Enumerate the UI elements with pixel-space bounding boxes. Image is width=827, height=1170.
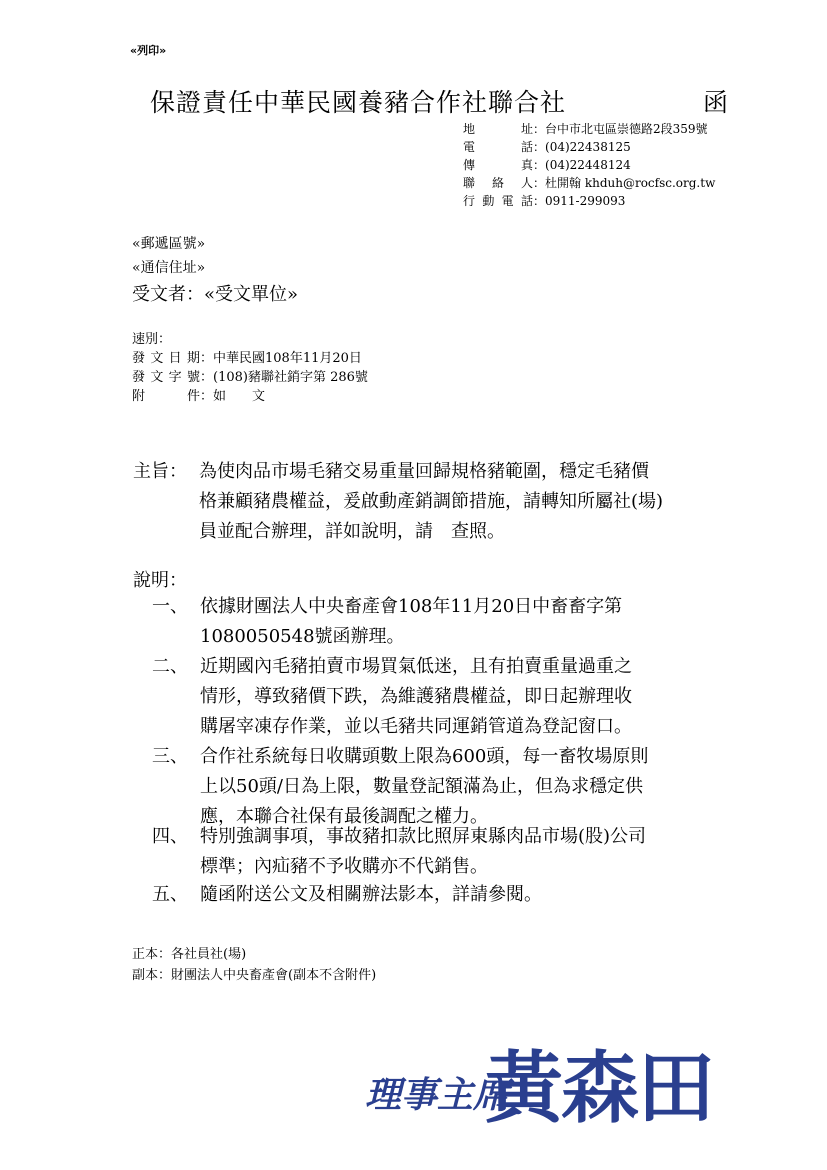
meta-label-char: 別: [145, 332, 159, 347]
contact-colon: ：: [533, 122, 546, 136]
contact-label: [463, 120, 533, 138]
document-type: 函: [703, 88, 729, 117]
meta-value: (108)豬聯社銷字第 286號: [213, 370, 368, 385]
contact-colon: ：: [533, 194, 546, 208]
contact-label-char: 絡: [491, 176, 504, 190]
contact-value: (04)22438125: [545, 140, 631, 154]
recipient-block: [132, 232, 298, 310]
original-recipients: 正本：各社員社(場): [132, 947, 247, 962]
subject-line: 為使肉品市場毛豬交易重量回歸規格豬範圍，穩定毛豬價: [199, 461, 649, 482]
explanation-item-number: 三、: [152, 746, 188, 767]
meta-colon: ：: [200, 389, 214, 404]
explanation-item-number: 一、: [152, 596, 188, 617]
meta-label-char: 件: [186, 389, 200, 404]
explanation-label: 說明：: [133, 570, 187, 591]
explanation-item-line: 應，本聯合社保有最後調配之權力。: [200, 806, 488, 827]
contact-label-char: 地: [463, 122, 476, 136]
contact-label-char: 人: [520, 176, 533, 190]
subject-line: 格兼顧豬農權益，爰啟動產銷調節措施，請轉知所屬社(場): [199, 491, 664, 512]
contact-value: (04)22448124: [545, 158, 631, 172]
meta-row: [132, 330, 368, 349]
explanation-item-line: 標準；內疝豬不予收購亦不代銷售。: [200, 856, 488, 877]
contact-row: [463, 138, 715, 156]
contact-label-char: 話: [520, 194, 533, 208]
meta-label: [132, 349, 200, 368]
contact-value: 杜開翰 khduh@rocfsc.org.tw: [545, 176, 716, 190]
meta-label: [132, 368, 200, 387]
contact-label: [463, 138, 533, 156]
meta-label-char: 發: [132, 370, 146, 385]
explanation-item-line: 1080050548號函辦理。: [200, 626, 405, 647]
contact-colon: ：: [533, 176, 546, 190]
meta-label: [132, 387, 200, 406]
contact-block: [463, 120, 715, 210]
contact-value: 台中市北屯區崇德路2段359號: [545, 122, 708, 136]
meta-colon: ：: [200, 351, 214, 366]
distribution-block: [132, 944, 376, 986]
meta-label-char: 速: [132, 332, 146, 347]
mailing-address: «通信住址»: [132, 260, 206, 276]
explanation-item-number: 二、: [152, 656, 188, 677]
meta-label-char: 號: [186, 370, 200, 385]
meta-value: 中華民國108年11月20日: [213, 351, 362, 366]
contact-label-char: 址: [520, 122, 533, 136]
meta-label-char: 字: [168, 370, 182, 385]
contact-label-char: 傳: [463, 158, 476, 172]
recipient-name: 受文者：«受文單位»: [132, 284, 299, 305]
explanation-item-line: 上以50頭/日為上限，數量登記額滿為止，但為求穩定供: [200, 776, 643, 797]
meta-colon: ：: [158, 332, 172, 347]
contact-label-char: 電: [501, 194, 514, 208]
explanation-item-number: 四、: [152, 826, 188, 847]
postal-code: «郵遞區號»: [132, 236, 206, 252]
explanation-item-line: 隨函附送公文及相關辦法影本，詳請參閱。: [200, 884, 542, 905]
explanation-item-number: 五、: [152, 884, 188, 905]
contact-label-char: 話: [520, 140, 533, 154]
contact-row: [463, 192, 715, 210]
contact-label-char: 電: [463, 140, 476, 154]
contact-row: [463, 174, 715, 192]
contact-label-char: 行: [463, 194, 476, 208]
contact-colon: ：: [533, 158, 546, 172]
contact-label-char: 真: [520, 158, 533, 172]
meta-label: [132, 330, 158, 349]
copy-recipients: 副本：財團法人中央畜產會(副本不含附件): [132, 968, 377, 983]
meta-label-char: 期: [186, 351, 200, 366]
meta-label-char: 文: [150, 370, 164, 385]
explanation-item-line: 特別強調事項，事故豬扣款比照屏東縣肉品市場(股)公司: [200, 826, 647, 847]
meta-row: [132, 387, 368, 406]
contact-label: [463, 174, 533, 192]
contact-label-char: 聯: [463, 176, 476, 190]
explanation-item-line: 合作社系統每日收購頭數上限為600頭，每一畜牧場原則: [200, 746, 649, 767]
meta-label-char: 日: [168, 351, 182, 366]
contact-row: [463, 120, 715, 138]
subject-line: 員並配合辦理，詳如說明，請 查照。: [199, 521, 505, 542]
meta-value: 如 文: [213, 389, 266, 404]
contact-value: 0911-299093: [545, 194, 626, 208]
meta-row: [132, 368, 368, 387]
signature-title: 理事主席: [365, 1074, 510, 1116]
meta-label-char: 發: [132, 351, 146, 366]
print-mark: «列印»: [130, 44, 167, 57]
contact-label-char: 動: [482, 194, 495, 208]
organization-title: 保證責任中華民國養豬合作社聯合社: [150, 88, 567, 117]
meta-label-char: 文: [150, 351, 164, 366]
explanation-item-line: 依據財團法人中央畜產會108年11月20日中畜畜字第: [200, 596, 623, 617]
chairman-signature-stamp: [365, 1015, 735, 1150]
subject-label: 主旨：: [133, 461, 187, 482]
meta-colon: ：: [200, 370, 214, 385]
contact-label: [463, 192, 533, 210]
meta-label-char: 附: [132, 389, 146, 404]
contact-colon: ：: [533, 140, 546, 154]
document-meta: [132, 330, 368, 406]
explanation-item-line: 購屠宰凍存作業，並以毛豬共同運銷管道為登記窗口。: [200, 716, 632, 737]
explanation-item-line: 情形，導致豬價下跌，為維護豬農權益，即日起辦理收: [200, 686, 632, 707]
signature-name: 黃森田: [485, 1043, 714, 1134]
explanation-item-line: 近期國內毛豬拍賣市場買氣低迷，且有拍賣重量過重之: [200, 656, 632, 677]
meta-row: [132, 349, 368, 368]
contact-label: [463, 156, 533, 174]
contact-row: [463, 156, 715, 174]
